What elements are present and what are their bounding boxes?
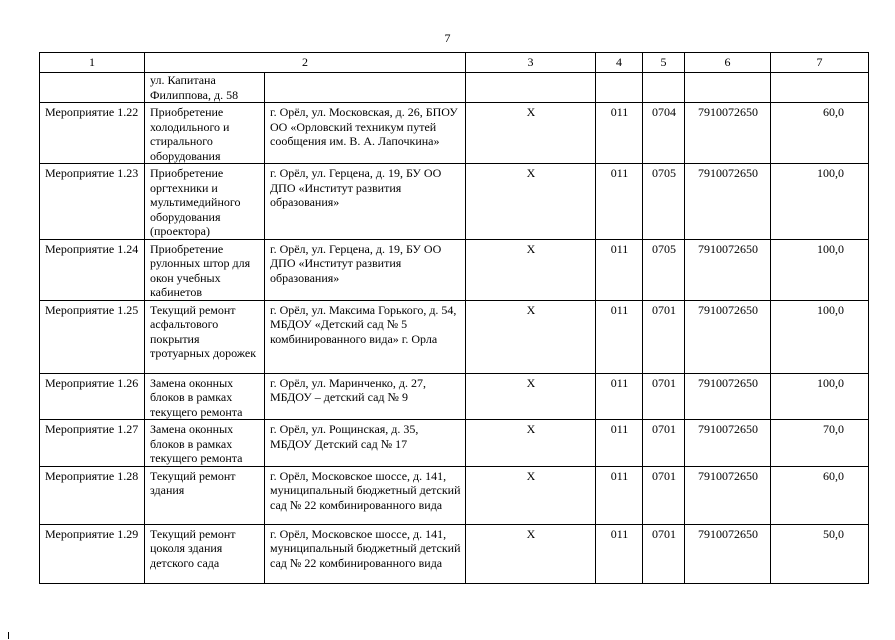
col3-cell: Х: [466, 373, 596, 420]
col4-cell: 011: [596, 373, 643, 420]
table-header-row: [40, 53, 869, 73]
col7-cell: 100,0: [771, 300, 869, 373]
address-cell: г. Орёл, ул. Максима Горького, д. 54, МБДОУ «Детский сад № 5 комбинированного вида» г. Орла: [265, 300, 466, 373]
col6-cell: 7910072650: [685, 239, 771, 300]
col6-cell: 7910072650: [685, 373, 771, 420]
col5-cell: 0701: [643, 524, 685, 583]
measure-cell: Мероприятие 1.27: [40, 420, 145, 467]
col5-cell: 0701: [643, 466, 685, 524]
col4-cell: 011: [596, 300, 643, 373]
col7-cell: 100,0: [771, 373, 869, 420]
address-cell: г. Орёл, Московское шоссе, д. 141, муниципальный бюджетный детский сад № 22 комбинированного вида: [265, 466, 466, 524]
description-cell: Приобретение холодильного и стирального оборудования: [145, 103, 265, 164]
address-cell: г. Орёл, ул. Московская, д. 26, БПОУ ОО «Орловский техникум путей сообщения им. В. А. Лапочкина»: [265, 103, 466, 164]
col6-cell: 7910072650: [685, 300, 771, 373]
col5-cell: 0704: [643, 103, 685, 164]
continuation-empty-cell: [466, 73, 596, 103]
continuation-empty-cell: [643, 73, 685, 103]
description-cell: Замена оконных блоков в рамках текущего ремонта: [145, 373, 265, 420]
col4-cell: 011: [596, 239, 643, 300]
table-row: [40, 239, 869, 300]
col3-cell: Х: [466, 239, 596, 300]
col7-cell: 50,0: [771, 524, 869, 583]
address-cell: г. Орёл, Московское шоссе, д. 141, муниципальный бюджетный детский сад № 22 комбинированного вида: [265, 524, 466, 583]
description-cell: Приобретение рулонных штор для окон учебных кабинетов: [145, 239, 265, 300]
measure-cell: Мероприятие 1.22: [40, 103, 145, 164]
col5-cell: 0701: [643, 420, 685, 467]
col6-cell: 7910072650: [685, 524, 771, 583]
col3-cell: Х: [466, 524, 596, 583]
col4-cell: 011: [596, 164, 643, 240]
continuation-empty-cell: [771, 73, 869, 103]
continuation-empty-cell: [685, 73, 771, 103]
description-cell: Замена оконных блоков в рамках текущего ремонта: [145, 420, 265, 467]
address-cell: г. Орёл, ул. Маринченко, д. 27, МБДОУ – детский сад № 9: [265, 373, 466, 420]
col4-cell: 011: [596, 420, 643, 467]
col4-cell: 011: [596, 524, 643, 583]
col5-cell: 0705: [643, 164, 685, 240]
table-row: [40, 466, 869, 524]
table-row: [40, 164, 869, 240]
table-row: [40, 103, 869, 164]
col3-cell: Х: [466, 300, 596, 373]
col7-cell: 70,0: [771, 420, 869, 467]
continuation-row: [40, 73, 869, 103]
col3-cell: Х: [466, 103, 596, 164]
col7-cell: 60,0: [771, 103, 869, 164]
col5-cell: 0701: [643, 300, 685, 373]
continuation-address-cell: ул. Капитана Филиппова, д. 58: [145, 73, 265, 103]
margin-mark: [8, 632, 9, 639]
measure-cell: Мероприятие 1.28: [40, 466, 145, 524]
column-header-3: 3: [466, 53, 596, 73]
measure-cell: Мероприятие 1.26: [40, 373, 145, 420]
col5-cell: 0705: [643, 239, 685, 300]
description-cell: Текущий ремонт цоколя здания детского сада: [145, 524, 265, 583]
continuation-empty-cell: [40, 73, 145, 103]
description-cell: Приобретение оргтехники и мультимедийного оборудования (проектора): [145, 164, 265, 240]
column-header-1: 1: [40, 53, 145, 73]
col7-cell: 100,0: [771, 239, 869, 300]
column-header-6: 6: [685, 53, 771, 73]
col7-cell: 100,0: [771, 164, 869, 240]
table-row: [40, 524, 869, 583]
column-header-7: 7: [771, 53, 869, 73]
address-cell: г. Орёл, ул. Герцена, д. 19, БУ ОО ДПО «Институт развития образования»: [265, 164, 466, 240]
continuation-empty-cell: [596, 73, 643, 103]
col5-cell: 0701: [643, 373, 685, 420]
measure-cell: Мероприятие 1.23: [40, 164, 145, 240]
description-cell: Текущий ремонт асфальтового покрытия тротуарных дорожек: [145, 300, 265, 373]
col4-cell: 011: [596, 103, 643, 164]
column-header-4: 4: [596, 53, 643, 73]
address-cell: г. Орёл, ул. Герцена, д. 19, БУ ОО ДПО «Институт развития образования»: [265, 239, 466, 300]
col6-cell: 7910072650: [685, 466, 771, 524]
col4-cell: 011: [596, 466, 643, 524]
column-header-2: 2: [145, 53, 466, 73]
col6-cell: 7910072650: [685, 164, 771, 240]
table-row: [40, 300, 869, 373]
table-row: [40, 420, 869, 467]
measure-cell: Мероприятие 1.25: [40, 300, 145, 373]
col3-cell: Х: [466, 466, 596, 524]
description-cell: Текущий ремонт здания: [145, 466, 265, 524]
col3-cell: Х: [466, 420, 596, 467]
table-row: [40, 373, 869, 420]
column-header-5: 5: [643, 53, 685, 73]
budget-table: [39, 52, 869, 584]
col3-cell: Х: [466, 164, 596, 240]
measure-cell: Мероприятие 1.24: [40, 239, 145, 300]
page-number: 7: [444, 31, 451, 45]
col6-cell: 7910072650: [685, 103, 771, 164]
continuation-empty-cell: [265, 73, 466, 103]
address-cell: г. Орёл, ул. Рощинская, д. 35, МБДОУ Детский сад № 17: [265, 420, 466, 467]
col7-cell: 60,0: [771, 466, 869, 524]
measure-cell: Мероприятие 1.29: [40, 524, 145, 583]
col6-cell: 7910072650: [685, 420, 771, 467]
